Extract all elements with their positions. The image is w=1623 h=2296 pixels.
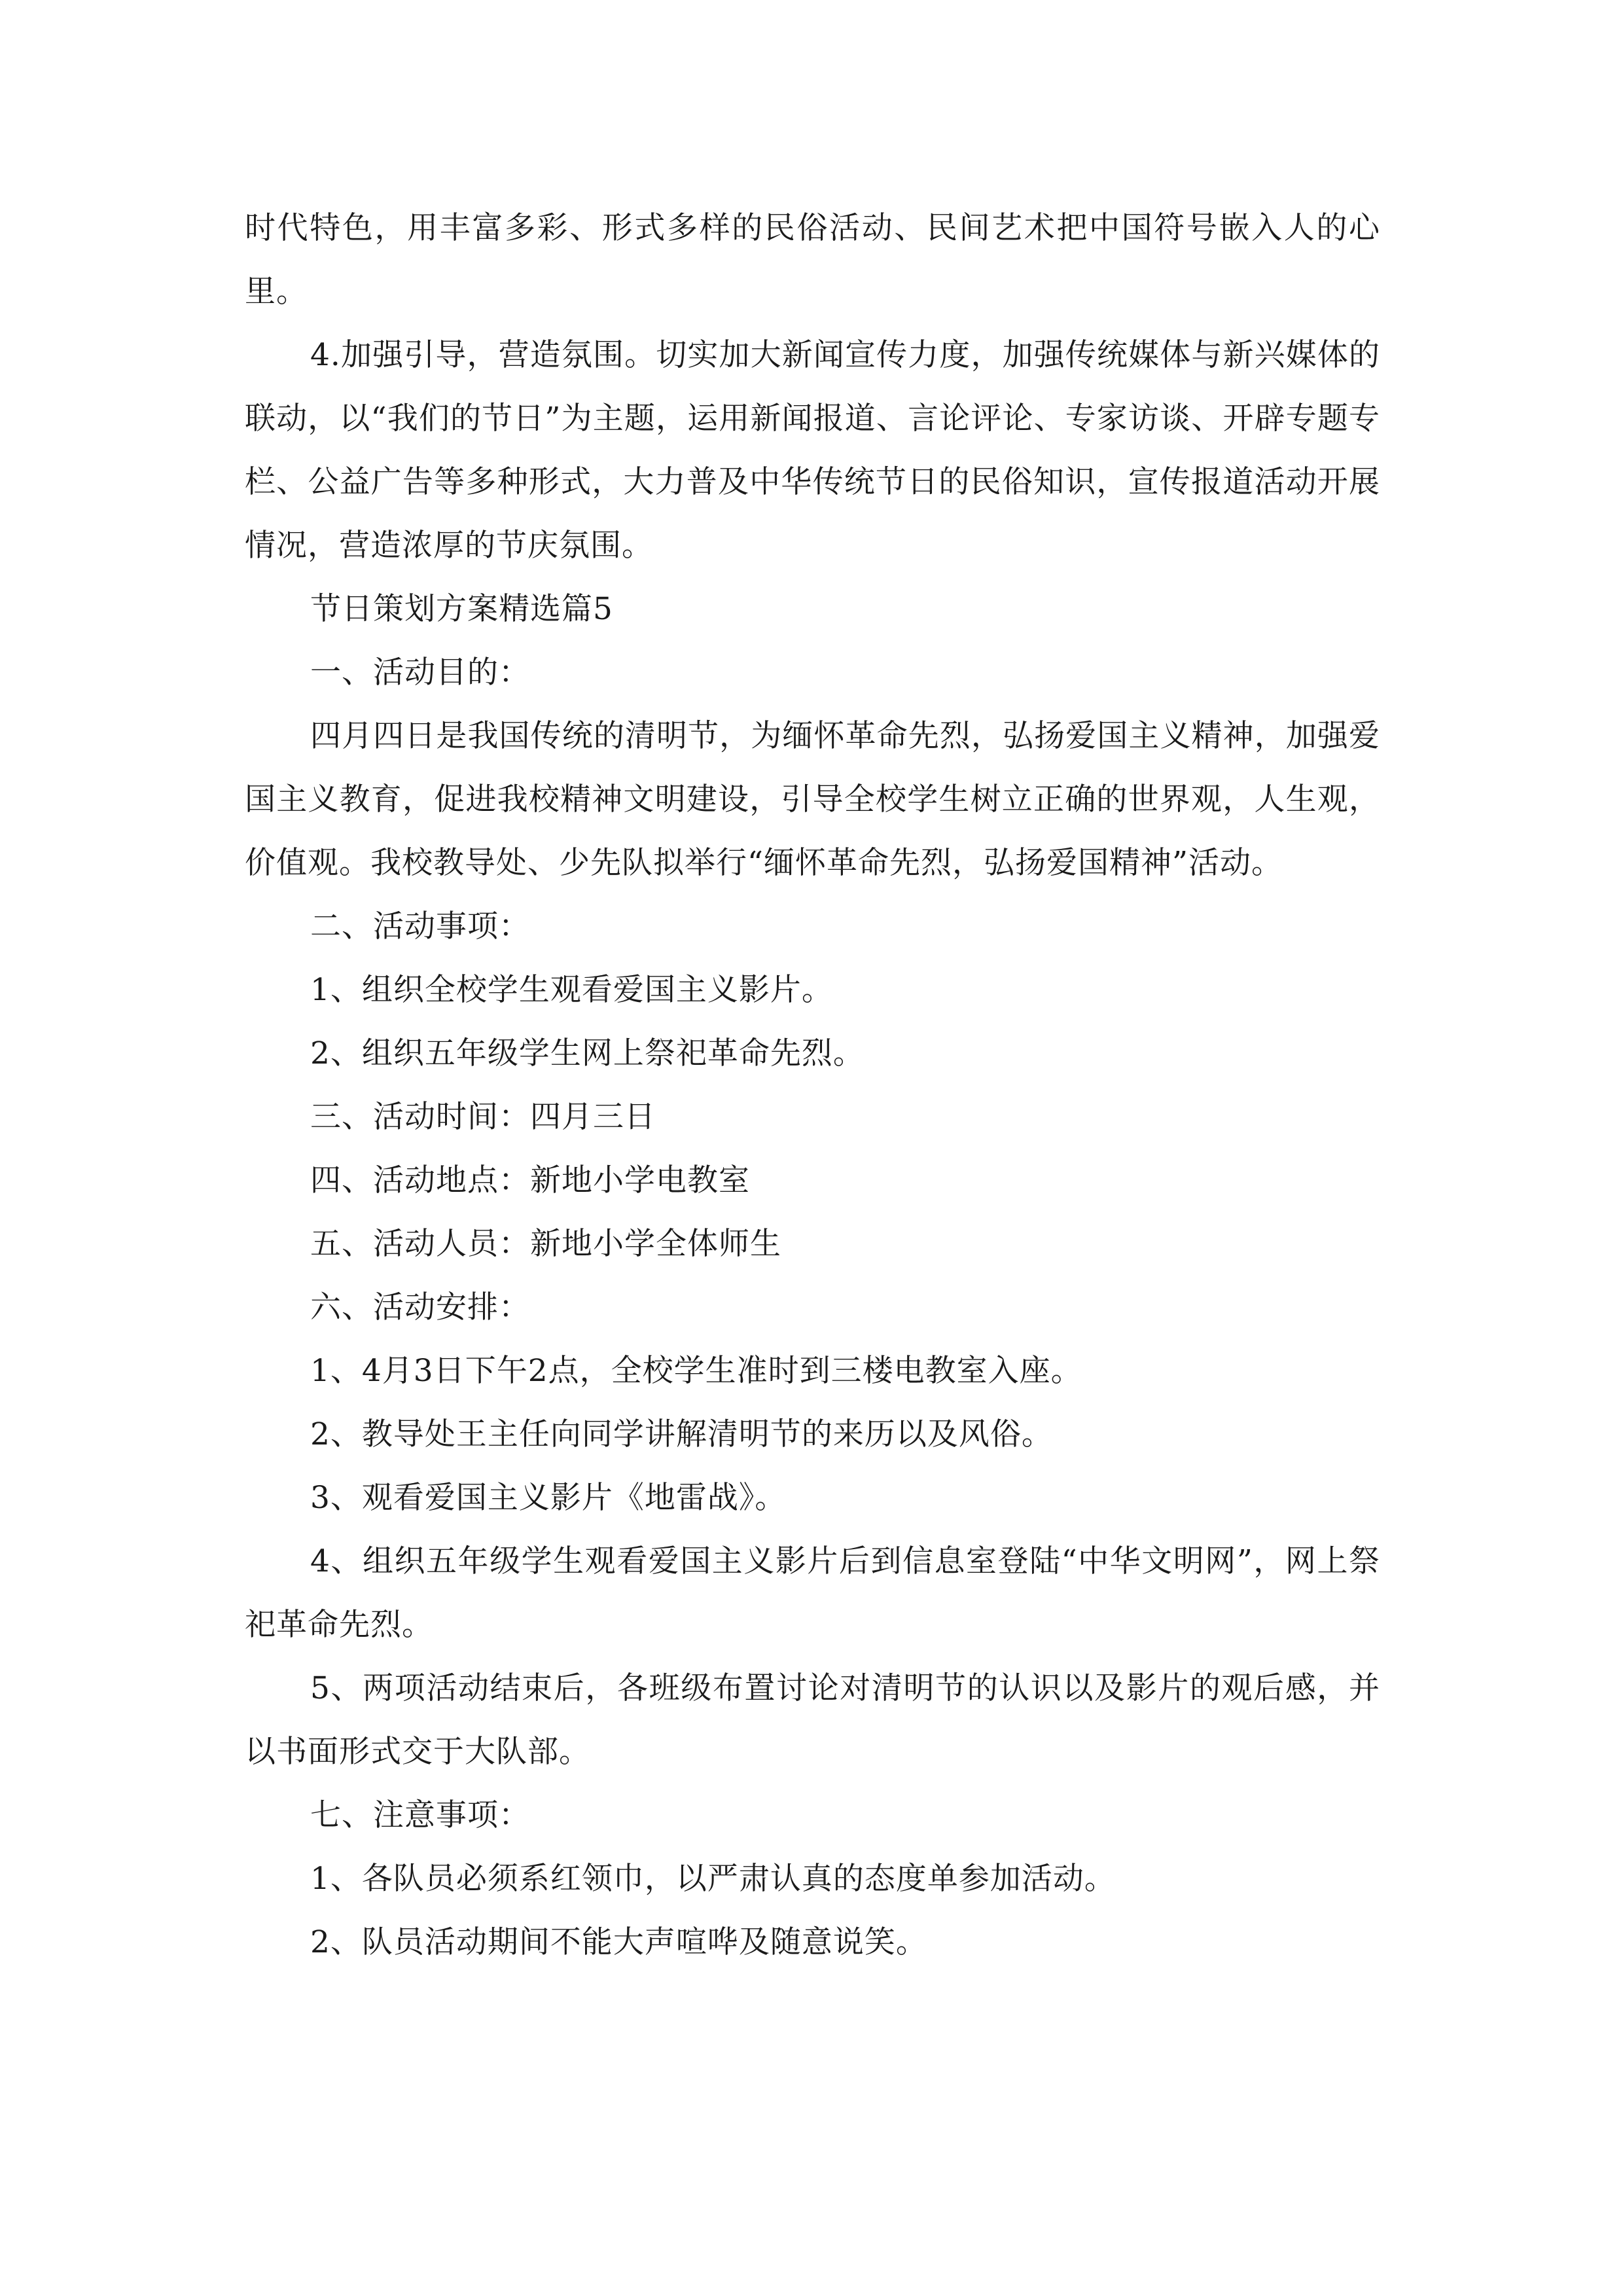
list-item: 2、队员活动期间不能大声喧哗及随意说笑。 — [310, 1924, 927, 1960]
list-item: 2、教导处王主任向同学讲解清明节的来历以及风俗。 — [310, 1416, 1053, 1452]
list-item: 1、各队员必须系红领巾，以严肃认真的态度单参加活动。 — [310, 1861, 1116, 1897]
list-item: 4、组织五年级学生观看爱国主义影片后到信息室登陆“中华文明网”，网上祭祀革命先烈。 — [245, 1543, 1380, 1643]
heading-arrangement: 六、活动安排： — [310, 1289, 530, 1325]
section-title: 节日策划方案精选篇5 — [310, 591, 613, 627]
heading-participants: 五、活动人员：新地小学全体师生 — [310, 1226, 781, 1262]
list-item: 3、观看爱国主义影片《地雷战》。 — [310, 1480, 787, 1516]
heading-purpose: 一、活动目的： — [310, 655, 530, 691]
list-item: 5、两项活动结束后，各班级布置讨论对清明节的认识以及影片的观后感，并以书面形式交于大队部。 — [245, 1670, 1380, 1770]
paragraph-guidance: 4.加强引导，营造氛围。切实加大新闻宣传力度，加强传统媒体与新兴媒体的联动，以“我们的节日”为主题，运用新闻报道、言论评论、专家访谈、开辟专题专栏、公益广告等多种形式，大力普及中华传统节日的民俗知识，宣传报道活动开展情况，营造浓厚的节庆氛围。 — [245, 337, 1380, 564]
heading-time: 三、活动时间：四月三日 — [310, 1099, 656, 1135]
heading-notes: 七、注意事项： — [310, 1797, 530, 1833]
list-item: 1、组织全校学生观看爱国主义影片。 — [310, 972, 833, 1008]
heading-location: 四、活动地点：新地小学电教室 — [310, 1162, 750, 1198]
list-item: 2、组织五年级学生网上祭祀革命先烈。 — [310, 1035, 865, 1071]
list-item: 1、4月3日下午2点，全校学生准时到三楼电教室入座。 — [310, 1353, 1082, 1389]
document-body — [245, 196, 1380, 1974]
heading-items: 二、活动事项： — [310, 908, 530, 944]
paragraph-continued: 时代特色，用丰富多彩、形式多样的民俗活动、民间艺术把中国符号嵌入人的心里。 — [245, 210, 1380, 310]
paragraph-purpose: 四月四日是我国传统的清明节，为缅怀革命先烈，弘扬爱国主义精神，加强爱国主义教育，促进我校精神文明建设，引导全校学生树立正确的世界观，人生观，价值观。我校教导处、少先队拟举行“缅怀革命先烈，弘扬爱国精神”活动。 — [245, 718, 1380, 881]
